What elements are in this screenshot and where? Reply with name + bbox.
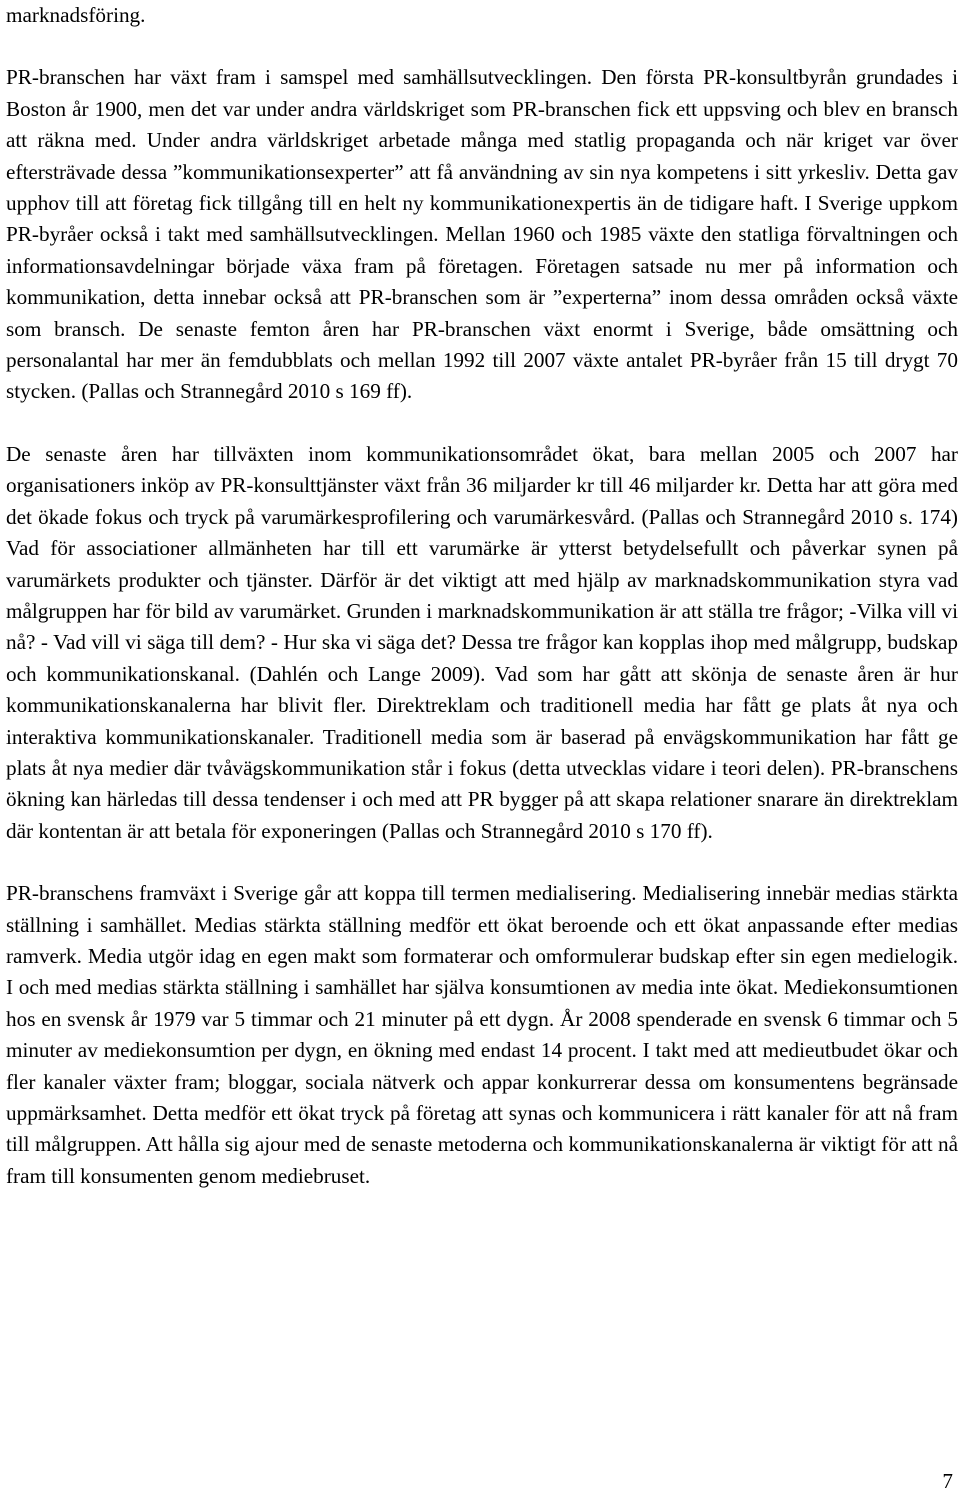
paragraph-pr-history: PR-branschen har växt fram i samspel med samhällsutvecklingen. Den första PR-konsultbyrån grundades i Boston år 1900, men det var under andra världskriget som PR-branschen fick ett uppsving och blev en bransch att räkna med. Under andra världskriget arbetade många med statlig propaganda och när kriget var över eftersträvade dessa ”kommunikationsexperter” att få användning av sin nya kompetens i sitt yrkesliv. Detta gav upphov till att företag fick tillgång till en helt ny kommunikationexpertis än de tidigare haft. I Sverige uppkom PR-byråer också i takt med samhällsutvecklingen. Mellan 1960 och 1985 växte den statliga förvaltningen och informationsavdelningar började växa fram på företagen. Företagen satsade nu mer på information och kommunikation, detta innebar också att PR-branschen som är ”experterna” inom dessa områden också växte som bransch. De senaste femton åren har PR-branschen växt enormt i Sverige, både omsättning och personalantal har mer än femdubblats och mellan 1992 till 2007 växte antalet PR-byråer från 15 till drygt 70 stycken. (Pallas och Strannegård 2010 s 169 ff). <box>6 65 958 404</box>
page-number: 7 <box>942 1469 953 1493</box>
document-page <box>6 0 958 1192</box>
paragraph-medialisering: PR-branschens framväxt i Sverige går att koppa till termen medialisering. Medialisering innebär medias stärkta ställning i samhället. Medias stärkta ställning medför ett ökat beroende och ett ökat anpassande efter medias ramverk. Media utgör idag en egen makt som formaterar och omformulerar budskap efter sin egen medielogik. I och med medias stärkta ställning i samhället har själva konsumtionen av media inte ökat. Mediekonsumtionen hos en svensk år 1979 var 5 timmar och 21 minuter på ett dygn. År 2008 spenderade en svensk 6 timmar och 5 minuter av mediekonsumtion per dygn, en ökning med endast 14 procent. I takt med att medieutbudet ökar och fler kanaler växter fram; bloggar, sociala nätverk och appar konkurrerar dessa om konsumentens begränsade uppmärksamhet. Detta medför ett ökat tryck på företag att synas och kommunicera i rätt kanaler för att nå fram till målgruppen. Att hålla sig ajour med de senaste metoderna och kommunikationskanalerna är viktigt för att nå fram till konsumenten genom mediebruset. <box>6 881 958 1188</box>
paragraph-continuation: marknadsföring. <box>6 3 146 27</box>
paragraph-growth-and-channels: De senaste åren har tillväxten inom kommunikationsområdet ökat, bara mellan 2005 och 2007 har organisationers inköp av PR-konsulttjänster växt från 36 miljarder kr till 46 miljarder kr. Detta har att göra med det ökade fokus och tryck på varumärkesprofilering och varumärkesvård. (Pallas och Strannegård 2010 s. 174) Vad för associationer allmänheten har till ett varumärke är ytterst betydelsefullt och påverkar synen på varumärkets produkter och tjänster. Därför är det viktigt att med hjälp av marknadskommunikation styra vad målgruppen har för bild av varumärket. Grunden i marknadskommunikation är att ställa tre frågor; -Vilka vill vi nå? - Vad vill vi säga till dem? - Hur ska vi säga det? Dessa tre frågor kan kopplas ihop med målgrupp, budskap och kommunikationskanal. (Dahlén och Lange 2009). Vad som har gått att skönja de senaste åren är hur kommunikationskanalerna har blivit fler. Direktreklam och traditionell media har fått ge plats åt nya och interaktiva kommunikationskanaler. Traditionell media som är baserad på envägskommunikation har fått ge plats åt nya medier där tvåvägskommunikation står i fokus (detta utvecklas vidare i teori delen). PR-branschens ökning kan härledas till dessa tendenser i och med att PR bygger på att skapa relationer snarare än direktreklam där kontentan är att betala för exponeringen (Pallas och Strannegård 2010 s 170 ff). <box>6 441 958 843</box>
